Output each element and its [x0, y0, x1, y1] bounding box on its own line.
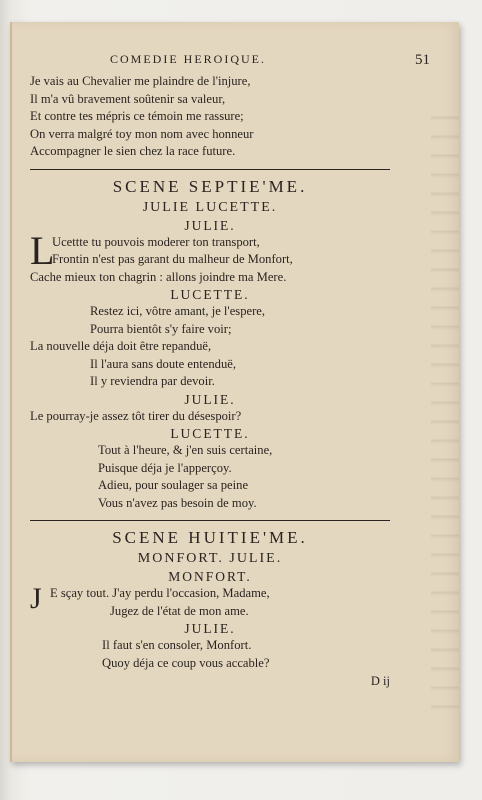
verse-line: Le pourray-je assez tôt tirer du désespoir?	[30, 408, 242, 423]
verse-line: Il l'aura sans doute entenduë,	[90, 356, 236, 371]
scene-cast: MONFORT. JULIE.	[137, 551, 283, 566]
verse-line: La nouvelle déja doit être repanduë,	[30, 339, 212, 353]
verse-line: Il y reviendra par devoir.	[90, 374, 215, 388]
running-title: COMEDIE HEROIQUE.	[110, 52, 266, 66]
running-header	[110, 52, 430, 69]
section-rule	[30, 520, 390, 521]
drop-cap: L	[30, 227, 55, 273]
verse-line: Tout à l'heure, & j'en suis certaine,	[98, 443, 273, 457]
book-page	[10, 22, 459, 762]
verse-line: Puisque déja je l'apperçoy.	[98, 460, 232, 475]
section-rule	[30, 169, 390, 170]
speaker-name: JULIE.	[184, 391, 236, 407]
scene-cast: JULIE LUCETTE.	[142, 199, 278, 215]
page-text	[30, 52, 430, 689]
speaker-name: JULIE.	[184, 621, 236, 636]
verse-line: Quoy déja ce coup vous accable?	[102, 655, 270, 670]
verse-line: Frontin n'est pas garant du malheur de Monfort,	[52, 252, 293, 266]
verse-line: Cache mieux ton chagrin : allons joindre ma Mere.	[30, 269, 287, 284]
verse-line: Jugez de l'état de mon ame.	[110, 603, 249, 618]
verse-line: On verra malgré toy mon nom avec honneur	[30, 126, 254, 141]
verse-line: Accompagner le sien chez la race future.	[30, 144, 236, 158]
speaker-name: LUCETTE.	[170, 287, 250, 302]
speaker-name: MONFORT.	[168, 569, 252, 584]
verse-line: Il faut s'en consoler, Monfort.	[102, 638, 252, 652]
speaker-name: LUCETTE.	[170, 426, 250, 441]
scene-title: SCENE SEPTIE'ME.	[112, 176, 308, 196]
verse-line: E sçay tout. J'ay perdu l'occasion, Madame,	[50, 586, 270, 600]
speaker-name: JULIE.	[184, 217, 236, 233]
dropcap-paragraph	[30, 582, 430, 620]
scene-title: SCENE HUITIE'ME.	[112, 528, 308, 547]
verse-line: Vous n'avez pas besoin de moy.	[98, 495, 257, 510]
drop-cap: J	[30, 582, 42, 615]
verse-line: Adieu, pour soulager sa peine	[98, 478, 249, 492]
dropcap-paragraph	[30, 227, 430, 273]
verse-line: Ucettte tu pouvois moderer ton transport,	[52, 234, 260, 249]
page-edge-shadow	[431, 102, 459, 722]
page-number: 51	[415, 52, 430, 68]
verse-line: Et contre tes mépris ce témoin me rassure;	[30, 109, 244, 123]
verse-line: Il m'a vû bravement soûtenir sa valeur,	[30, 91, 226, 106]
signature-mark: D ij	[370, 674, 390, 688]
verse-line: Je vais au Chevalier me plaindre de l'injure,	[30, 74, 251, 88]
verse-line: Restez ici, vôtre amant, je l'espere,	[90, 304, 266, 318]
verse-line: Pourra bientôt s'y faire voir;	[90, 321, 232, 336]
